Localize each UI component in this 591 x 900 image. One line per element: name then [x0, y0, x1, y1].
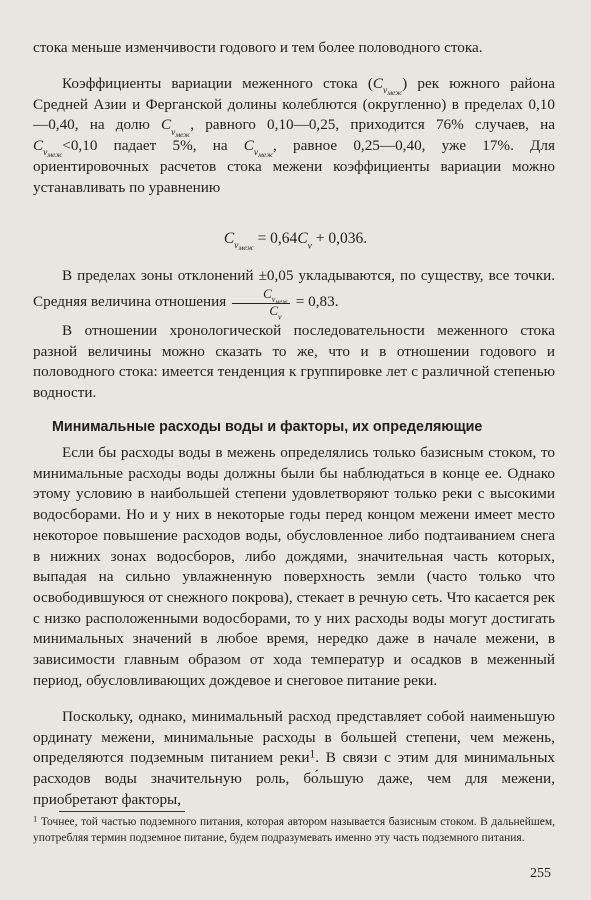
section-heading: Минимальные расходы воды и факторы, их определяющие [52, 419, 483, 435]
paragraph-chronology: В отношении хронологической последовательности меженного стока разной величины можно сказать то же, что и в отношении годового и половодного стока: имеется тенденция к группировке лет с различной степенью водности. [33, 322, 555, 402]
cv-mezh-symbol: $C_{v_{меж}}$ [372, 75, 403, 98]
footnote-divider [59, 811, 185, 812]
paragraph-minimal-flows: Если бы расходы воды в межень определялись только базисным стоком, то минимальные расходы воды должны были бы наблюдаться в конце ее. Однако этому условию в наибольшей степени удовлетворяют только реки с высокими водосборами. Но и у них в некоторые годы перед концом межени имеет место некоторое повышение расходов воды, обусловленное либо подтаиванием снега в нижних зонах водосборов, либо дождями, значительная часть которых, выпадая на сильно увлажненную поверхность земли (часто только что освободившуюся от снежного покрова), стекает в речную сеть. Что касается рек с низко расположенными водосборами, то у них расходы воды могут достигать минимальных значений в любое время, нередко даже в начале межени, в зависимости главным образом от хода температур и осадков в меженный период, обусловливающих дождевое и снеговое питание реки. [33, 444, 555, 689]
page-number: 255 [530, 866, 551, 881]
paragraph-deviation-zone: В пределах зоны отклонений ±0,05 укладываются, по существу, все точки. Средняя величина отношения $\frac{C_{v_{меж}}}{C_v}$ = 0,83. [33, 267, 555, 322]
cv-mezh-symbol: $C_{v_{меж}}$ [223, 230, 254, 253]
ratio-fraction: $\frac{C_{v_{меж}}}{C_v}$ [232, 287, 290, 318]
footnote-marker: 1 [309, 748, 316, 761]
p2-text-3: , равного 0,10—0,25, приходится 76% случаев, на [190, 116, 555, 134]
cv-symbol: $C_v$ [297, 230, 312, 252]
footnote: $^1$ Точнее, той частью подземного питания, которая автором называется базисным стоком. В дальнейшем, употребляя термин подземное питание, будем подразумевать именно эту часть подземного питания. [33, 813, 555, 844]
p2-text-4: <0,10 падает 5%, на [62, 137, 244, 155]
p2-text-5: , равное 0,25—0,40, уже 17%. Для ориентировочных расчетов стока межени коэффициенты вариации можно устанавливать по уравнению [33, 137, 555, 196]
regression-formula: $C_{v_{меж}} = 0,64C_v + 0,036$. [223, 230, 368, 253]
cv-mezh-symbol: $C_{v_{меж}}$ [33, 137, 63, 160]
p2-text-1: Коэффициенты вариации меженного стока ( [62, 75, 373, 92]
paragraph-cv-coefficients [33, 74, 555, 198]
paragraph-continuation: стока меньше изменчивости годового и тем более половодного стока. [33, 39, 483, 56]
p2-text-2: ) рек южного района Средней Азии и Ферганской долины колеблются (округленно) в пределах 0,10—0,40, на долю [33, 75, 555, 134]
cv-mezh-symbol: $C_{v_{меж}}$ [160, 116, 191, 139]
paragraph-groundwater: Поскольку, однако, минимальный расход представляет собой наименьшую ординату межени, минимальные расходы в большей степени, чем межень, определяются подземным питанием реки$^1$. В связи с этим для минимальных расходов воды значительную роль, бо́льшую даже, чем для межени, приобретают факторы, [33, 708, 555, 808]
cv-mezh-symbol: $C_{v_{меж}}$ [243, 137, 274, 160]
